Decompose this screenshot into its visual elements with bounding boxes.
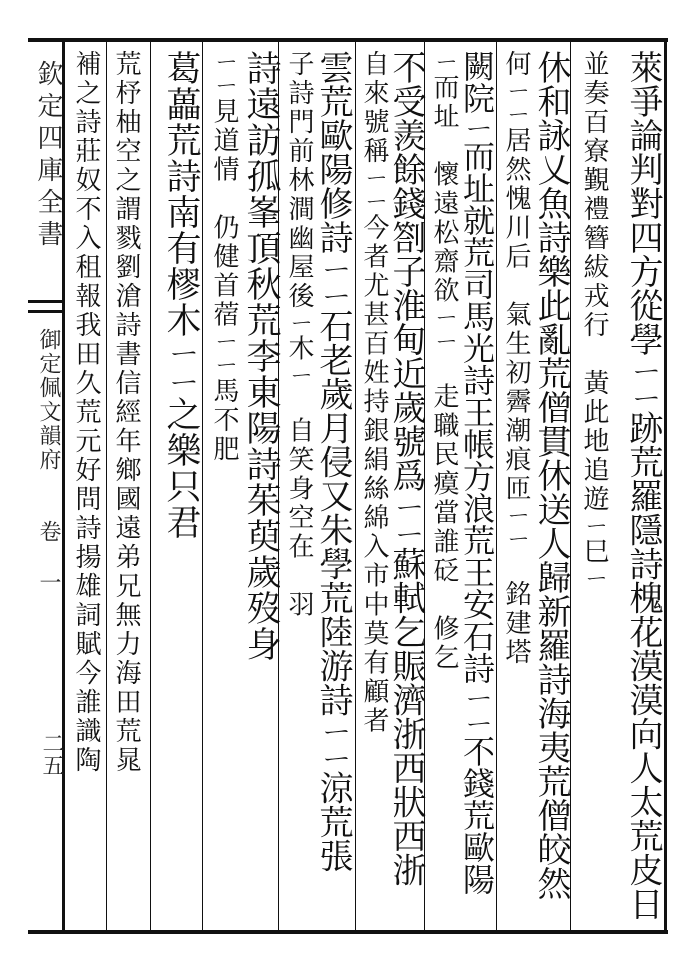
margin-band-top — [28, 300, 64, 303]
text-column: 萊爭論判對四方從學ㄧㄧ跡荒羅隱詩槐花漠漠向人太荒皮日 — [623, 50, 663, 921]
column-divider — [355, 42, 356, 930]
top-border — [28, 38, 668, 42]
text-column: 不受羨餘錢劄子淮甸近歲號爲ㄧㄧ蘇軾乞賑濟浙西狀西浙 — [386, 50, 426, 887]
text-column: 補之詩莊奴不入租報我田久荒元好問詩揚雄詞賦今誰識陶 — [71, 50, 101, 775]
text-column: ㄧㄧ見道情 仍健首蓿ㄧㄧ馬不肥 — [209, 50, 239, 465]
right-border — [664, 38, 667, 934]
text-column: 荒杼柚空之謂戮劉滄詩書信經年鄉國遠弟兄無力海田荒晁 — [111, 50, 141, 775]
column-divider — [150, 42, 151, 930]
text-column: 休和詠乂魚詩樂此亂荒僧貫休送人歸新羅詩海夷荒僧皎然 — [531, 50, 571, 900]
text-column: 何ㄧㄧ居然愧川后 氣生初霽潮痕匝ㄧㄧ 銘建塔 — [501, 50, 531, 668]
column-divider — [106, 42, 107, 930]
text-column: 葛藟荒詩南有樛木ㄧㄧ之樂只君 — [161, 50, 201, 540]
text-column: 並奏百寮覲禮簪紱戎行 黃此地追遊ㄧ巳ㄧ — [579, 50, 609, 678]
text-column: 自來號稱ㄧㄧ今者尤甚百姓持銀絹絲綿入市中莫有顧者 — [359, 50, 389, 736]
column-divider — [202, 42, 203, 930]
section-title: 御定佩文韻府 — [36, 328, 61, 472]
bottom-border — [28, 930, 668, 934]
text-column: 詩遠訪孤峯頂秋荒李東陽詩茱萸歲歿身 — [241, 50, 281, 662]
book-title: 欽定四庫全書 — [33, 60, 63, 252]
text-column: ㄧ而址 懷遠松齋欲ㄧㄧ 走職民瘼當誰砭 修乞 — [429, 50, 459, 673]
text-column: 雲荒歐陽修詩ㄧㄧ石老歲月侵又朱學荒陸游詩ㄧㄧ涼荒張 — [313, 50, 353, 873]
text-column: 子詩門前林澗幽屋後ㄧ木ㄧ 自笑身空在 羽 — [284, 50, 314, 620]
volume-marks: 卷 一 — [36, 520, 61, 595]
margin-band-bottom — [28, 310, 64, 313]
text-column: 闕院ㄧ而址就荒司馬光詩王帳方浪荒王安石詩ㄧㄧ不錢荒歐陽 — [458, 50, 496, 895]
page-number: 二五 — [39, 732, 64, 776]
